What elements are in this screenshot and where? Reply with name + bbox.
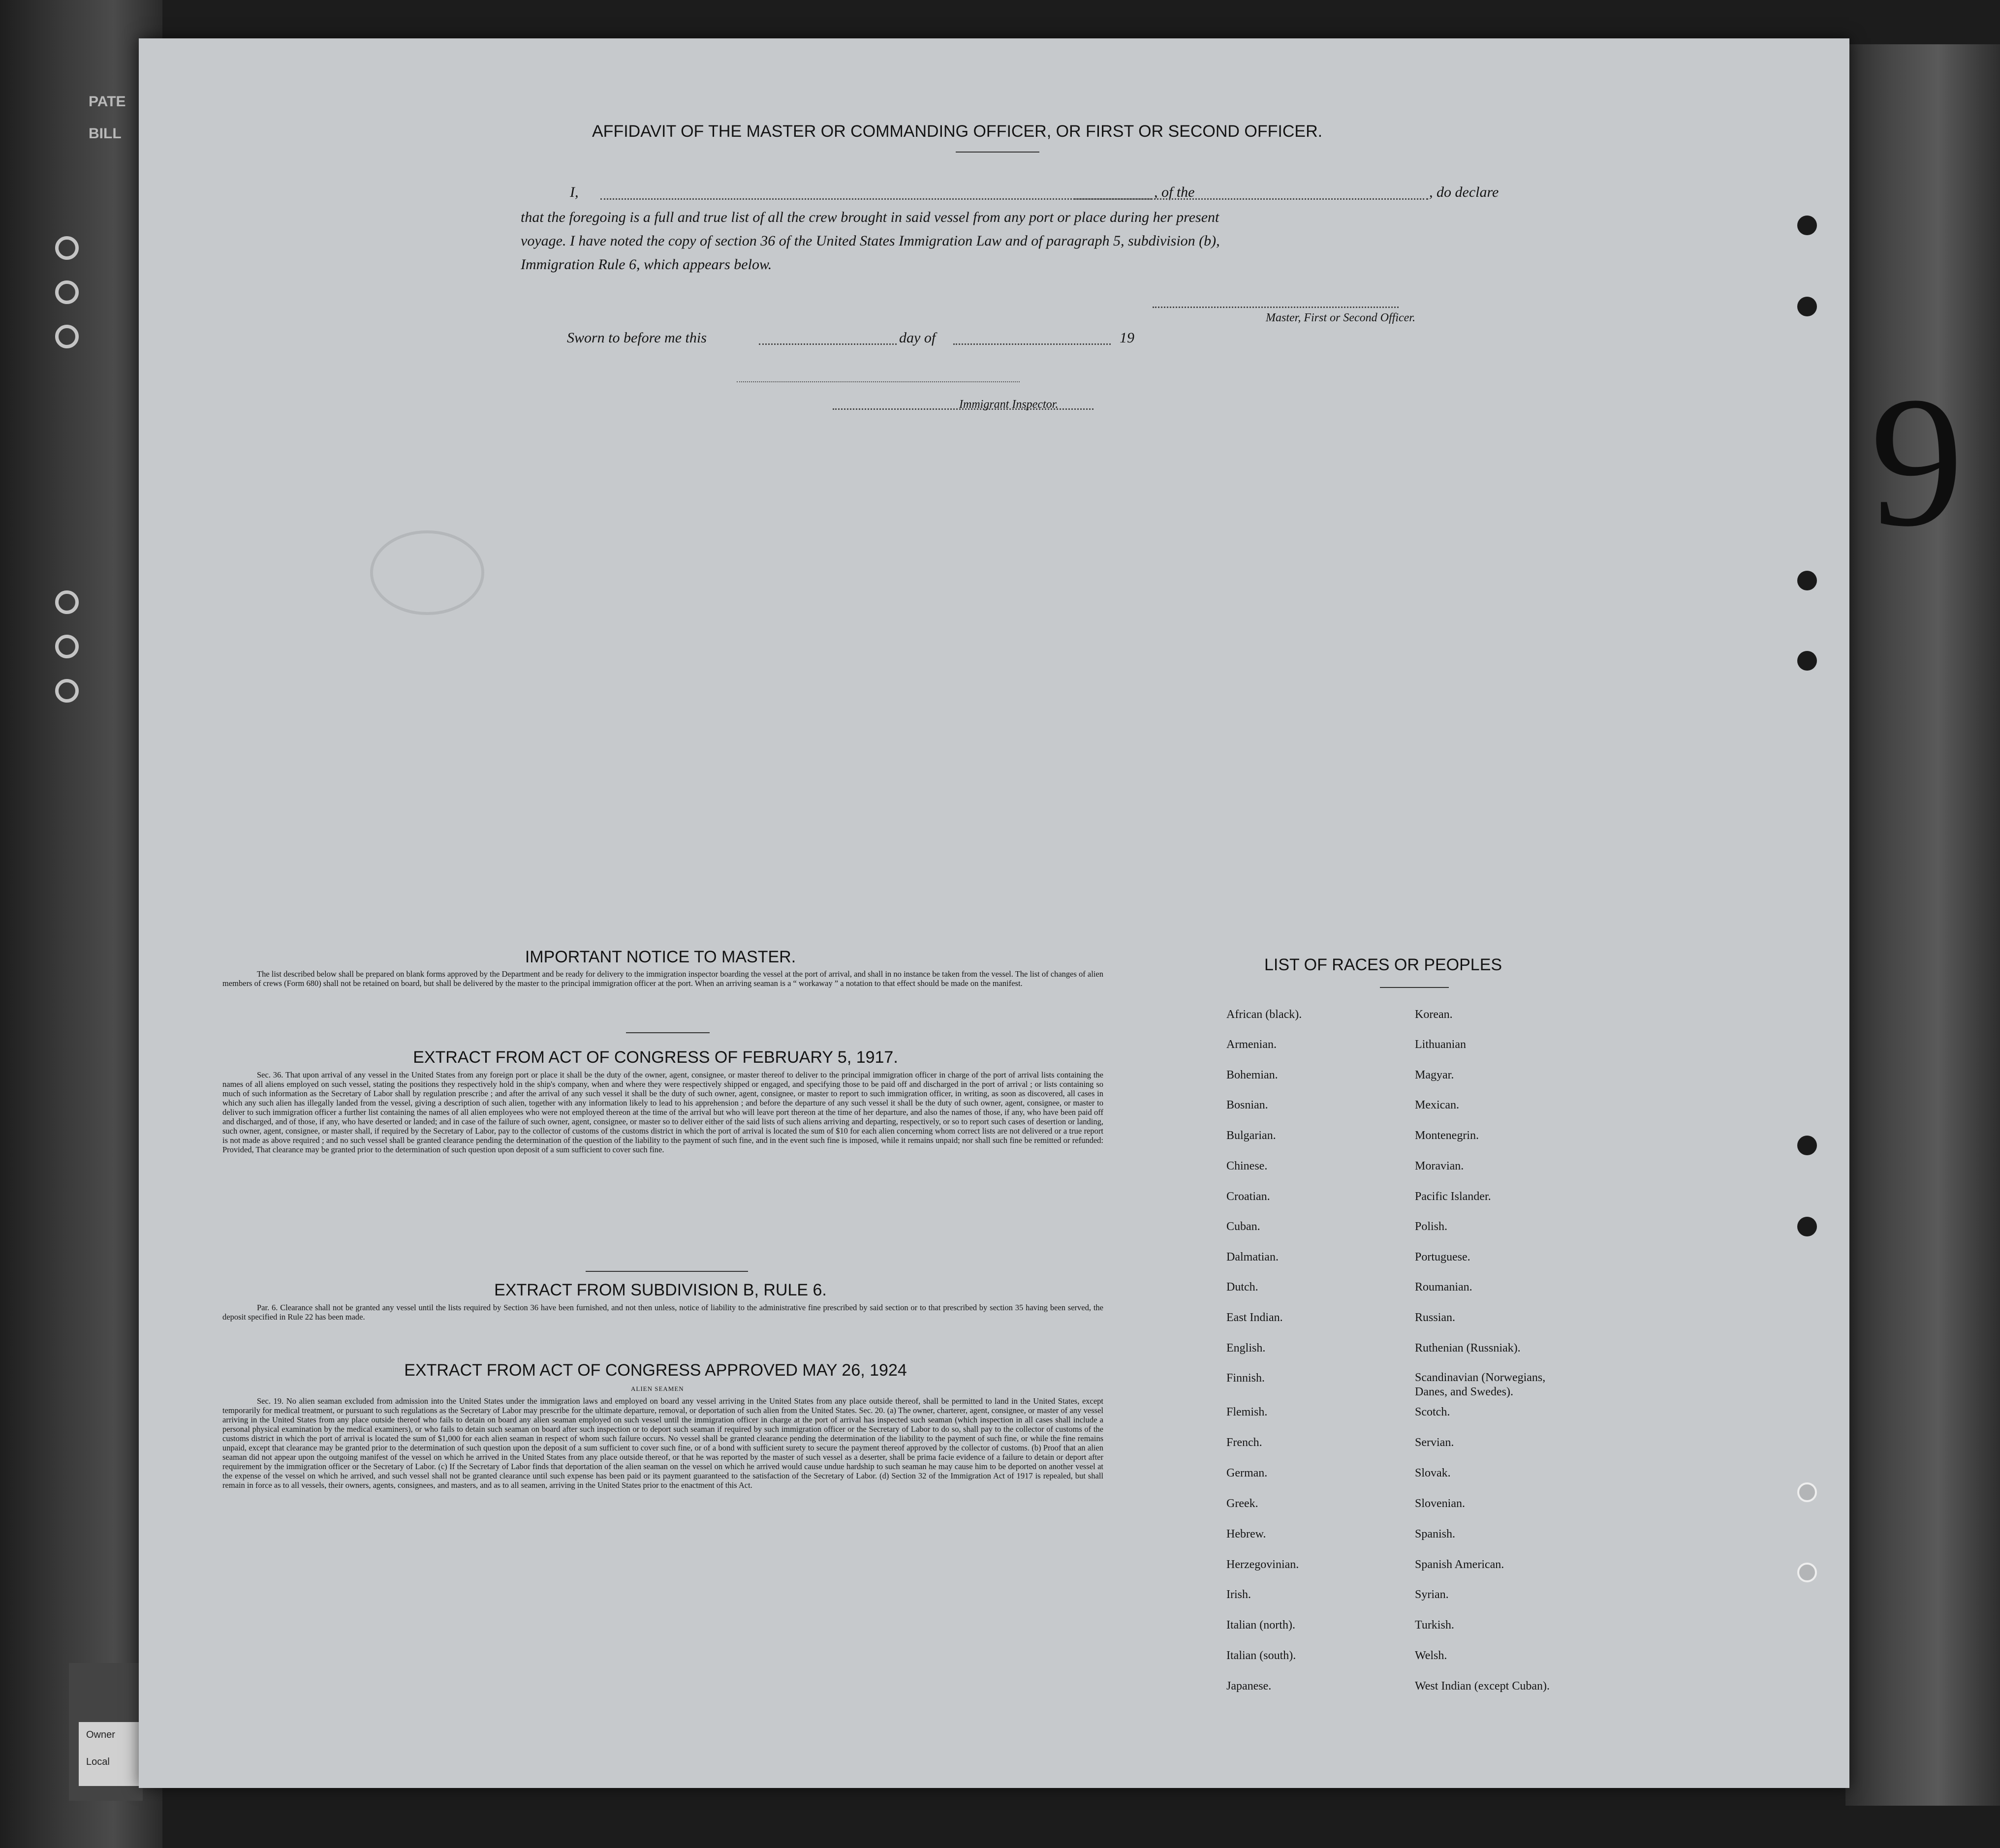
race-left: Irish. bbox=[1226, 1588, 1251, 1601]
race-right: Lithuanian bbox=[1415, 1038, 1466, 1051]
divider bbox=[1380, 987, 1449, 988]
race-right: Spanish. bbox=[1415, 1528, 1456, 1540]
race-left: Italian (north). bbox=[1226, 1619, 1295, 1632]
binding-ring bbox=[55, 236, 79, 260]
sworn-day-blank bbox=[759, 343, 897, 345]
race-right: Polish. bbox=[1415, 1220, 1448, 1233]
sworn-month-blank bbox=[953, 343, 1111, 345]
sworn-year: 19 bbox=[1120, 330, 1134, 346]
binding-ring bbox=[55, 679, 79, 703]
race-left: Bulgarian. bbox=[1226, 1129, 1276, 1142]
race-left: Greek. bbox=[1226, 1497, 1258, 1510]
handwritten-mark: 9 bbox=[1870, 358, 1964, 565]
binding-ring bbox=[55, 635, 79, 658]
race-right: Portuguese. bbox=[1415, 1251, 1470, 1263]
binding-ring bbox=[55, 590, 79, 614]
extract-1924-body: Sec. 19. No alien seaman excluded from admission into the United States under the immigration laws and employed on board any vessel arriving in the United States from any place outside thereof, shall be permitted to land in the United States, except temporarily for medical treatment, or pursuant to such regulations as the Secretary of Labor may prescribe for the ultimate departure, removal, or deportation of such alien from the United States. Sec. 20. (a) The owner, charterer, agent, consignee, or master of any vessel arriving in the United States from any place outside thereof who fails to detain on board any alien seaman employed on such vessel until the immigration officer in charge at the port of arrival has inspected such seaman (which inspection in all cases shall include a personal physical examination by the medical examiners), or who fails to detain such seaman on board after such inspection or to deport such seaman if required by such immigration officer or the Secretary of Labor to do so, shall pay to the collector of customs of the customs district in which the port of arrival is located the sum of $1,000 for each alien seaman in respect of whom such failure occurs. No vessel shall be granted clearance pending the determination of the liability to the payment of such fine, or while the fine remains unpaid, except that clearance may be granted prior to the determination of such question upon the deposit of a sum sufficient to cover such fine, or of a bond with sufficient surety to secure the payment thereof approved by the collector of customs. (b) Proof that an alien seaman did not appear upon the outgoing manifest of the vessel on which he arrived in the United States from any place outside thereof, or that he was reported by the master of such vessel as a deserter, shall be prima facie evidence of a failure to detain or deport after requirement by the immigration officer or the Secretary of Labor. (c) If the Secretary of Labor finds that deportation of the alien seaman on the vessel on which he arrived would cause undue hardship to such seaman he may cause him to be deported on another vessel at the expense of the vessel on which he arrived, and such vessel shall not be granted clearance until such expense has been paid or its payment guaranteed to the satisfaction of the Secretary of Labor. (d) Section 32 of the Immigration Act of 1917 is repealed, but shall remain in force as to all vessels, their owners, agents, consignees, and masters, and as to all seamen, arriving in the United States prior to the enactment of this Act. bbox=[222, 1396, 1103, 1490]
binding-label-2: BILL bbox=[89, 125, 122, 142]
race-left: East Indian. bbox=[1226, 1311, 1283, 1324]
inspector-line bbox=[737, 381, 1020, 382]
right-edge-strip bbox=[1845, 44, 2000, 1806]
race-right: Scotch. bbox=[1415, 1406, 1450, 1418]
extract-rule6-title: EXTRACT FROM SUBDIVISION B, RULE 6. bbox=[494, 1281, 827, 1299]
race-right: Magyar. bbox=[1415, 1069, 1454, 1081]
signature-label: Master, First or Second Officer. bbox=[1266, 311, 1415, 324]
punch-hole bbox=[1797, 297, 1817, 316]
race-right: Scandinavian (Norwegians, Danes, and Swedes). bbox=[1415, 1371, 1546, 1398]
divider bbox=[586, 1271, 748, 1272]
punch-hole bbox=[1797, 571, 1817, 590]
affidavit-i: I, bbox=[570, 184, 579, 200]
extract-rule6-body: Par. 6. Clearance shall not be granted any vessel until the lists required by Section 36 have been furnished, and not then unless, notice of liability to the administrative fine prescribed by said section or to that prescribed by section 35 having been served, the deposit specified in Rule 22 has been made. bbox=[222, 1303, 1103, 1322]
race-right: Korean. bbox=[1415, 1008, 1453, 1021]
notice-body: The list described below shall be prepared on blank forms approved by the Department and be ready for delivery to the immigration inspector boarding the vessel at the port of arrival, and shall in no instance be taken from the vessel. The list of changes of alien members of crews (Form 680) shall not be retained on board, but shall be delivered by the master to the principal immigration officer at the port. When an arriving seaman is a “ workaway ” a notation to that effect should be made on the manifest. bbox=[222, 969, 1103, 988]
sworn-text: Sworn to before me this bbox=[567, 330, 707, 346]
affidavit-of-the: , of the bbox=[1154, 184, 1195, 200]
punch-hole bbox=[1797, 651, 1817, 671]
race-left: Cuban. bbox=[1226, 1220, 1260, 1233]
vessel-blank bbox=[1074, 198, 1428, 200]
race-right: Montenegrin. bbox=[1415, 1129, 1479, 1142]
punch-hole bbox=[1797, 1136, 1817, 1155]
race-right: Welsh. bbox=[1415, 1649, 1447, 1662]
races-title: LIST OF RACES OR PEOPLES bbox=[1264, 955, 1502, 974]
race-right: Pacific Islander. bbox=[1415, 1190, 1491, 1203]
race-left: Dutch. bbox=[1226, 1281, 1258, 1294]
extract-1917-body: Sec. 36. That upon arrival of any vessel in the United States from any foreign port or place it shall be the duty of the owner, agent, consignee, or master thereof to deliver to the principal immigration officer in charge of the port of arrival lists containing the names of all aliens employed on such vessel, stating the positions they respectively hold in the ship's company, when and where they were respectively shipped or engaged, and specifying those to be paid off and discharged in the port of arrival ; or lists containing so much of such information as the Secretary of Labor shall by regulation prescribe ; and after the arrival of any such vessel it shall be the duty of such owner, agent, consignee, or master to report to such immigration officer, in writing, as soon as discovered, all cases in which any such alien has illegally landed from the vessel, giving a description of such alien, together with any information likely to lead to his apprehension ; and before the departure of any such vessel it shall be the duty of such owner, agent, consignee, or master to deliver to such immigration officer a further list containing the names of all alien employees who were not employed thereon at the time of the arrival but who will leave port thereon at the time of her departure, and also the names of those, if any, who have been paid off and discharged, and of those, if any, who have deserted or landed; and in case of the failure of such owner, agent, consignee, or master so to deliver either of the said lists of such aliens arriving and departing, respectively, or so to report such cases of desertion or landing, such owner, agent, consignee, or master shall, if required by the Secretary of Labor, pay to the collector of customs of the customs district in which the port of arrival is located the sum of $10 for each alien concerning whom correct lists are not delivered or a true report is not made as above required ; and no such vessel shall be granted clearance pending the determination of the question of the liability to the payment of such fine, and in the event such fine is imposed, while it remains unpaid; nor shall such fine be remitted or refunded: Provided, That clearance may be granted prior to the determination of such question upon deposit of a sum sufficient to cover such fine. bbox=[222, 1070, 1103, 1154]
punch-hole bbox=[1797, 1217, 1817, 1236]
race-left: Bohemian. bbox=[1226, 1069, 1278, 1081]
notice-title: IMPORTANT NOTICE TO MASTER. bbox=[525, 948, 796, 966]
affidavit-line-4: Immigration Rule 6, which appears below. bbox=[521, 256, 772, 273]
punch-hole bbox=[1797, 1563, 1817, 1582]
race-right: Slovak. bbox=[1415, 1467, 1451, 1479]
race-left: Herzegovinian. bbox=[1226, 1558, 1299, 1571]
race-right: West Indian (except Cuban). bbox=[1415, 1680, 1550, 1693]
faded-stamp bbox=[370, 530, 484, 615]
race-left: Dalmatian. bbox=[1226, 1251, 1279, 1263]
punch-hole bbox=[1797, 216, 1817, 235]
race-right: Servian. bbox=[1415, 1436, 1454, 1449]
race-left: English. bbox=[1226, 1342, 1266, 1355]
extract-1924-title: EXTRACT FROM ACT OF CONGRESS APPROVED MAY 26, 1924 bbox=[404, 1361, 907, 1380]
binding-label-1: PATE bbox=[89, 93, 126, 110]
race-left: Finnish. bbox=[1226, 1372, 1265, 1385]
affidavit-line-3: voyage. I have noted the copy of section 36 of the United States Immigration Law and of paragraph 5, subdivision (b), bbox=[521, 233, 1220, 249]
race-left: Bosnian. bbox=[1226, 1099, 1268, 1111]
manifest-page bbox=[139, 38, 1849, 1788]
race-left: French. bbox=[1226, 1436, 1262, 1449]
owner-tab-label-1: Owner bbox=[86, 1729, 115, 1740]
extract-1917-title: EXTRACT FROM ACT OF CONGRESS OF FEBRUARY 5, 1917. bbox=[413, 1048, 898, 1067]
affidavit-title: AFFIDAVIT OF THE MASTER OR COMMANDING OFFICER, OR FIRST OR SECOND OFFICER. bbox=[592, 122, 1323, 141]
race-right: Slovenian. bbox=[1415, 1497, 1465, 1510]
signature-blank bbox=[1153, 307, 1399, 308]
sworn-day-label: day of bbox=[899, 330, 936, 346]
race-left: Armenian. bbox=[1226, 1038, 1277, 1051]
name-blank bbox=[600, 198, 1152, 200]
divider bbox=[626, 1032, 710, 1033]
divider bbox=[956, 152, 1039, 153]
affidavit-line-2: that the foregoing is a full and true list of all the crew brought in said vessel from any port or place during her present bbox=[521, 209, 1219, 225]
inspector-label: Immigrant Inspector. bbox=[959, 398, 1059, 411]
binding-strip bbox=[0, 0, 162, 1848]
binding-ring bbox=[55, 325, 79, 348]
race-right: Moravian. bbox=[1415, 1160, 1464, 1172]
affidavit-declare: , do declare bbox=[1429, 184, 1499, 200]
race-right: Spanish American. bbox=[1415, 1558, 1504, 1571]
race-left: African (black). bbox=[1226, 1008, 1302, 1021]
race-left: Japanese. bbox=[1226, 1680, 1272, 1693]
race-right: Mexican. bbox=[1415, 1099, 1459, 1111]
race-left: German. bbox=[1226, 1467, 1268, 1479]
race-left: Croatian. bbox=[1226, 1190, 1270, 1203]
race-right: Roumanian. bbox=[1415, 1281, 1472, 1294]
punch-hole bbox=[1797, 1482, 1817, 1502]
race-left: Chinese. bbox=[1226, 1160, 1268, 1172]
owner-tab-label-2: Local bbox=[86, 1756, 110, 1767]
race-right: Turkish. bbox=[1415, 1619, 1454, 1632]
extract-1924-subtitle: ALIEN SEAMEN bbox=[631, 1385, 684, 1392]
race-left: Hebrew. bbox=[1226, 1528, 1266, 1540]
race-right: Russian. bbox=[1415, 1311, 1456, 1324]
race-right: Syrian. bbox=[1415, 1588, 1449, 1601]
race-right: Ruthenian (Russniak). bbox=[1415, 1342, 1521, 1355]
binding-ring bbox=[55, 280, 79, 304]
race-left: Flemish. bbox=[1226, 1406, 1268, 1418]
race-left: Italian (south). bbox=[1226, 1649, 1296, 1662]
